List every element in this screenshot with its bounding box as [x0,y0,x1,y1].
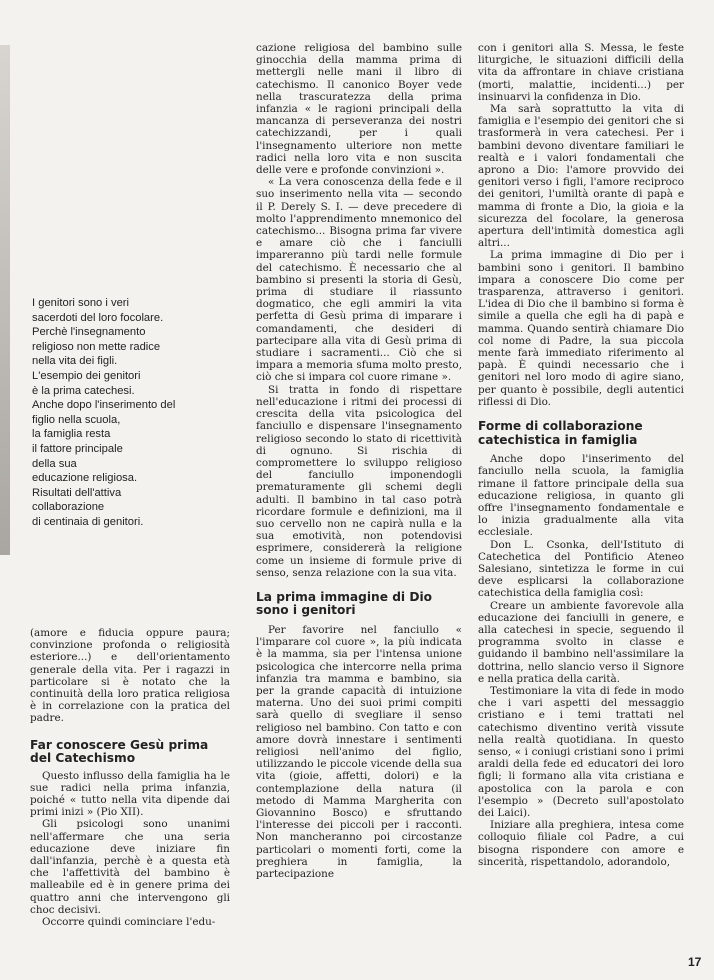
column-1 [30,627,230,962]
col1-p3: Occorre quindi cominciare l'edu- [42,916,216,929]
col1-p1: Questo influsso della famiglia ha le sue radici nella prima infanzia, poiché « tutto nella vita dipende dai primi inizi » (Pio XII). [30,769,230,819]
caption [32,296,220,530]
col3-p7: Testimoniare la vita di fede in modo che i vari aspetti del messaggio cristiano e i temi trattati nel catechismo diventino verità vissute nella realtà quotidiana. In questo senso, « i coniugi cristiani sono i primi araldi della fede ed educatori dei loro figli; li formano alla vita cristiana e apostolica con la parola e con l'esempio » (Decreto sull'apostolato dei Laici). [478,684,684,819]
col3-p6: Creare un ambiente favorevole alla educazione dei fanciulli in genere, e alla catechesi in specie, seguendo il programma svolto in classe e guidando il bambino nell'assimilare la dottrina, nello slancio verso il Signore e nella pratica della carità. [478,599,684,685]
page-number: 17 [688,955,702,969]
col1-heading: Far conoscere Gesù prima del Catechismo [30,737,209,766]
col2-p1: cazione religiosa del bambino sulle ginocchia della mamma prima di mettergli nelle mani il libro di catechismo. Il canonico Boyer vede nella trascuratezza della prima infanzia « le ragioni principali della mancanza di perseveranza dei nostri catechizzandi, per i quali l'insegnamento ulteriore non mette radici nella loro vita e non suscita delle vere e profonde convinzioni ». [256,42,462,177]
col3-p5: Don L. Csonka, dell'Istituto di Catechetica del Pontificio Ateneo Salesiano, sintetizza le forme in cui deve esplicarsi la collaborazione catechistica della famiglia così: [478,538,684,600]
col2-heading: La prima immagine di Dio sono i genitori [256,589,433,618]
col3-p2: Ma sarà soprattutto la vita di famiglia e l'esempio dei genitori che si trasformerà in vera catechesi. Per i bambini devono diventare familiari le realtà e i valori fondamentali che aprono a Dio: l'amore provvido dei genitori verso i figli, l'amore reciproco dei genitori, l'umiltà orante di papà e mamma di fronte a Dio, la gioia e la sicurezza del focolare, la generosa apertura dell'intimità domestica agli altri... [478,103,684,250]
col1-intro: (amore e fiducia oppure paura; convinzione profonda o religiosità esteriore...) e dell'orientamento generale della vita. Per i ragazzi in particolare si è notato che la continuità della loro pratica religiosa è in correlazione con la pratica del padre. [30,627,230,725]
col3-p8: Iniziare alla preghiera, intesa come colloquio filiale col Padre, a cui bisogna rispondere con amore e sincerità, rispettandolo, adorandolo, [478,819,684,868]
col3-p3: La prima immagine di Dio per i bambini sono i genitori. Il bambino impara a conoscere Dio come per trasparenza, attraverso i genitori. L'idea di Dio che il bambino si forma è simile a quella che egli ha di papà e mamma. Quando sentirà chiamare Dio col nome di Padre, la sua piccola mente farà immediato riferimento al papà. È quindi necessario che i genitori nel loro modo di agire siano, per quanto è possibile, degli autentici riflessi di Dio. [478,249,684,408]
col2-p3: Si tratta in fondo di rispettare nell'educazione i ritmi dei processi di crescita della vita psicologica del fanciullo e dispensare l'insegnamento religioso secondo lo stato di ricettività di ognuno. Si rischia di compromettere lo sviluppo religioso del fanciullo imponendogli prematuramente gli schemi degli adulti. Il bambino in tal caso potrà ricordare formule e definizioni, ma il suo cervello non ne capirà nulla e la sua emotività, non potendovisi esprimere, considererà la religione come un insieme di formule prive di senso, senza relazione con la sua vita. [256,383,462,579]
column-3 [478,42,684,967]
photo [0,45,10,555]
col2-p4: Per favorire nel fanciullo « l'imparare col cuore », la più indicata è la mamma, sia per l'intensa unione psicologica che intercorre nella prima infanzia tra mamma e bambino, sia per la grande capacità di intuizione materna. Uno dei suoi primi compiti sarà quello di svegliare il senso religioso nel bambino. Con tatto e con amore dovrà innestare i sentimenti religiosi nell'animo del figlio, utilizzando le piccole vicende della sua vita (gioie, affetti, dolori) e la contemplazione della natura (il metodo di Mamma Margherita con Giovannino Bosco) e sfruttando l'interesse dei piccoli per i racconti. Non mancheranno poi circostanze particolari o momenti forti, come la preghiera in famiglia, la partecipazione [256,623,462,880]
caption-text: I genitori sono i veri sacerdoti del loro focolare. Perchè l'insegnamento religioso non mette radice nella vita dei figli. L'esempio dei genitori è la prima catechesi. Anche dopo l'inserimento del figlio nella scuola, la famiglia resta il fattore principale della sua educazione religiosa. Risultati dell'attiva collaborazione di centinaia di genitori. [32,297,176,528]
col3-p4: Anche dopo l'inserimento del fanciullo nella scuola, la famiglia rimane il fattore principale della sua educazione religiosa, in quanto gli offre l'insegnamento fondamentale e lo inizia gradualmente alla vita ecclesiale. [478,453,684,539]
col3-heading: Forme di collaborazione catechistica in famiglia [478,419,643,447]
col2-p2: « La vera conoscenza della fede e il suo inserimento nella vita — secondo il P. Derely S. I. — deve precedere di molto l'apprendimento mnemonico del catechismo... Bisogna prima far vivere e amare ciò che i fanciulli impareranno più tardi nelle formule del catechismo. È necessario che al bambino si presenti la storia di Gesù, prima di studiare il riassunto dogmatico, che egli ammiri la vita perfetta di Gesù prima di imparare i comandamenti, che desideri di partecipare alla vita di Gesù prima di studiare i sacramenti... Ciò che si impara a memoria sfuma molto presto, ciò che si impara col cuore rimane ». [256,176,462,384]
col3-p1: con i genitori alla S. Messa, le feste liturgiche, le situazioni difficili della vita da affrontare in chiave cristiana (morti, malattie, incidenti...) per insinuarvi la confidenza in Dio. [478,42,684,103]
col1-p2: Gli psicologi sono unanimi nell'affermare che una seria educazione deve iniziare fin dall'infanzia, perchè è a questa età che l'affettività del bambino è malleabile ed è in genere prima dei quattro anni che intervengono gli choc decisivi. [30,818,230,916]
column-2 [256,42,462,967]
